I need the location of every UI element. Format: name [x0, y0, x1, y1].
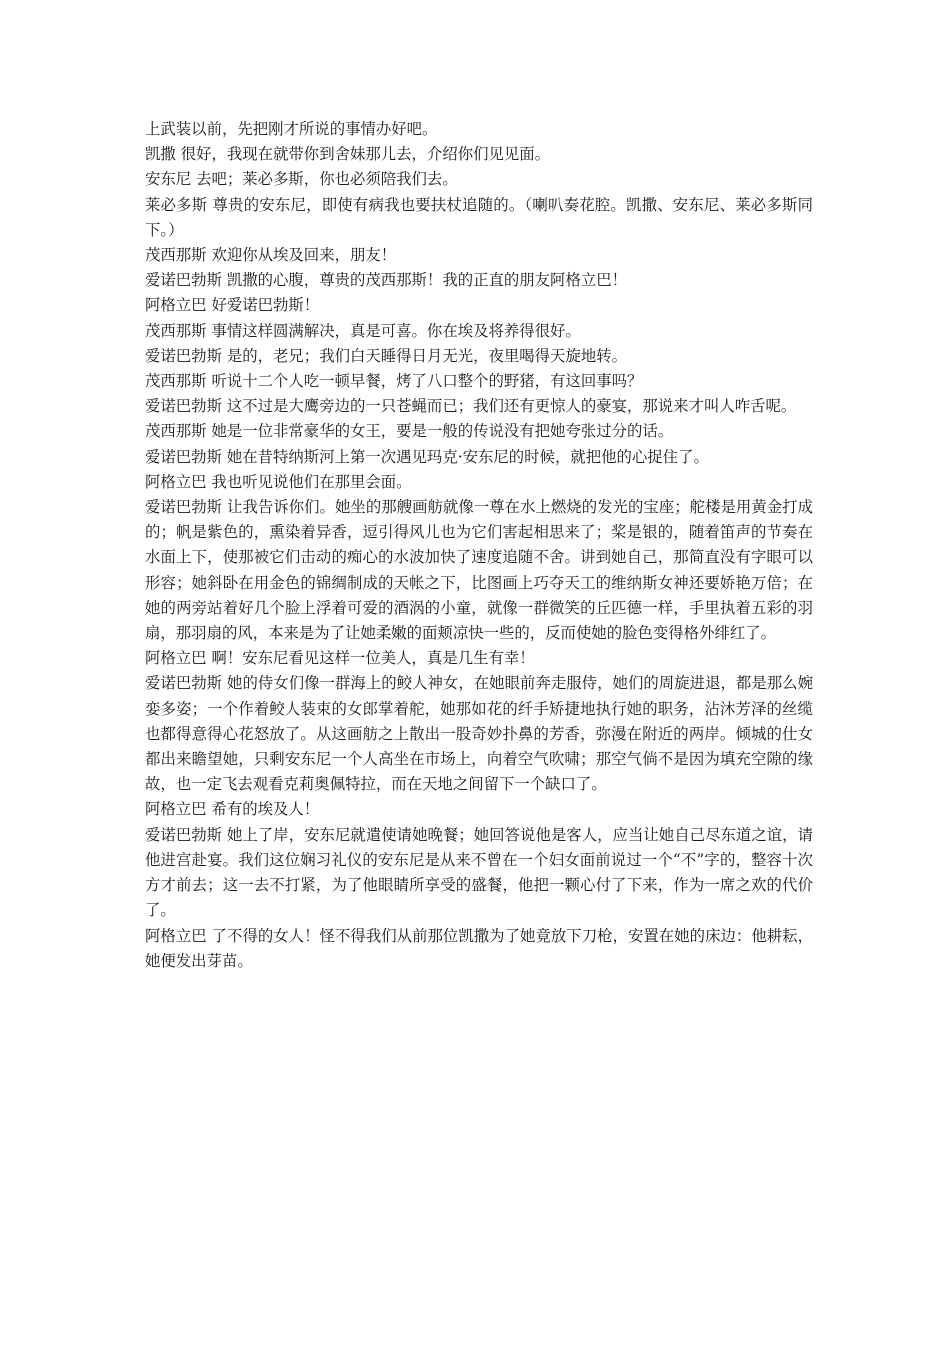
- text-paragraph: 爱诺巴勃斯 让我告诉你们。她坐的那艘画舫就像一尊在水上燃烧的发光的宝座；舵楼是用黄金打成的；帆是紫色的，熏染着异香，逗引得风儿也为它们害起相思来了；桨是银的，随着笛声的节奏在水面上下，使那被它们击动的痴心的水波加快了速度追随不舍。讲到她自己，那简直没有字眼可以形容；她斜卧在用金色的锦绸制成的天帐之下，比图画上巧夺天工的维纳斯女神还要娇艳万倍；在她的两旁站着好几个脸上浮着可爱的酒涡的小童，就像一群微笑的丘匹德一样，手里执着五彩的羽扇，那羽扇的风，本来是为了让她柔嫩的面颊凉快一些的，反而使她的脸色变得格外绯红了。: [145, 498, 813, 643]
- text-paragraph: 爱诺巴勃斯 这不过是大鹰旁边的一只苍蝇而已；我们还有更惊人的豪宴，那说来才叫人咋舌呢。: [145, 397, 797, 416]
- document-page: [145, 117, 813, 974]
- text-paragraph: 莱必多斯 尊贵的安东尼，即使有病我也要扶杖追随的。（喇叭奏花腔。凯撒、安东尼、莱必多斯同下。）: [145, 195, 813, 239]
- text-paragraph: 爱诺巴勃斯 凯撒的心腹，尊贵的茂西那斯！我的正直的朋友阿格立巴！: [145, 271, 628, 290]
- text-paragraph: 阿格立巴 了不得的女人！怪不得我们从前那位凯撒为了她竟放下刀枪，安置在她的床边：他耕耘，她便发出芽苗。: [145, 926, 813, 970]
- text-paragraph: 阿格立巴 希有的埃及人！: [145, 800, 320, 819]
- text-paragraph: 爱诺巴勃斯 是的，老兄；我们白天睡得日月无光，夜里喝得天旋地转。: [145, 346, 628, 365]
- text-paragraph: 阿格立巴 啊！安东尼看见这样一位美人，真是几生有幸！: [145, 649, 535, 668]
- text-paragraph: 安东尼 去吧；莱必多斯，你也必须陪我们去。: [145, 170, 458, 189]
- text-paragraph: 阿格立巴 我也听见说他们在那里会面。: [145, 472, 412, 491]
- text-paragraph: 爱诺巴勃斯 她的侍女们像一群海上的鲛人神女，在她眼前奔走服侍，她们的周旋进退，都是那么婉娈多姿；一个作着鲛人装束的女郎掌着舵，她那如花的纤手矫捷地执行她的职务，沾沐芳泽的丝缆也都得意得心花怒放了。从这画舫之上散出一股奇妙扑鼻的芳香，弥漫在附近的两岸。倾城的仕女都出来瞻望她，只剩安东尼一个人高坐在市场上，向着空气吹啸；那空气倘不是因为填充空隙的缘故，也一定飞去观看克莉奥佩特拉，而在天地之间留下一个缺口了。: [145, 674, 813, 794]
- text-paragraph: 茂西那斯 听说十二个人吃一顿早餐，烤了八口整个的野猪，有这回事吗？: [145, 372, 643, 391]
- text-paragraph: 上武装以前，先把刚才所说的事情办好吧。: [145, 120, 438, 138]
- text-paragraph: 爱诺巴勃斯 她上了岸，安东尼就遣使请她晚餐；她回答说他是客人，应当让她自己尽东道之谊，请他进宫赴宴。我们这位娴习礼仪的安东尼是从来不曾在一个妇女面前说过一个“不”字的，整容十次方才前去；这一去不打紧，为了他眼睛所享受的盛餐，他把一颗心付了下来，作为一席之欢的代价了。: [145, 825, 813, 920]
- text-paragraph: 爱诺巴勃斯 她在昔特纳斯河上第一次遇见玛克·安东尼的时候，就把他的心捉住了。: [145, 447, 709, 466]
- text-paragraph: 阿格立巴 好爱诺巴勃斯！: [145, 296, 320, 315]
- text-paragraph: 茂西那斯 事情这样圆满解决，真是可喜。你在埃及将养得很好。: [145, 321, 581, 340]
- text-paragraph: 茂西那斯 欢迎你从埃及回来，朋友！: [145, 246, 397, 265]
- text-paragraph: 茂西那斯 她是一位非常豪华的女王，要是一般的传说没有把她夸张过分的话。: [145, 422, 674, 441]
- text-paragraph: 凯撒 很好，我现在就带你到舍妹那儿去，介绍你们见见面。: [145, 145, 551, 164]
